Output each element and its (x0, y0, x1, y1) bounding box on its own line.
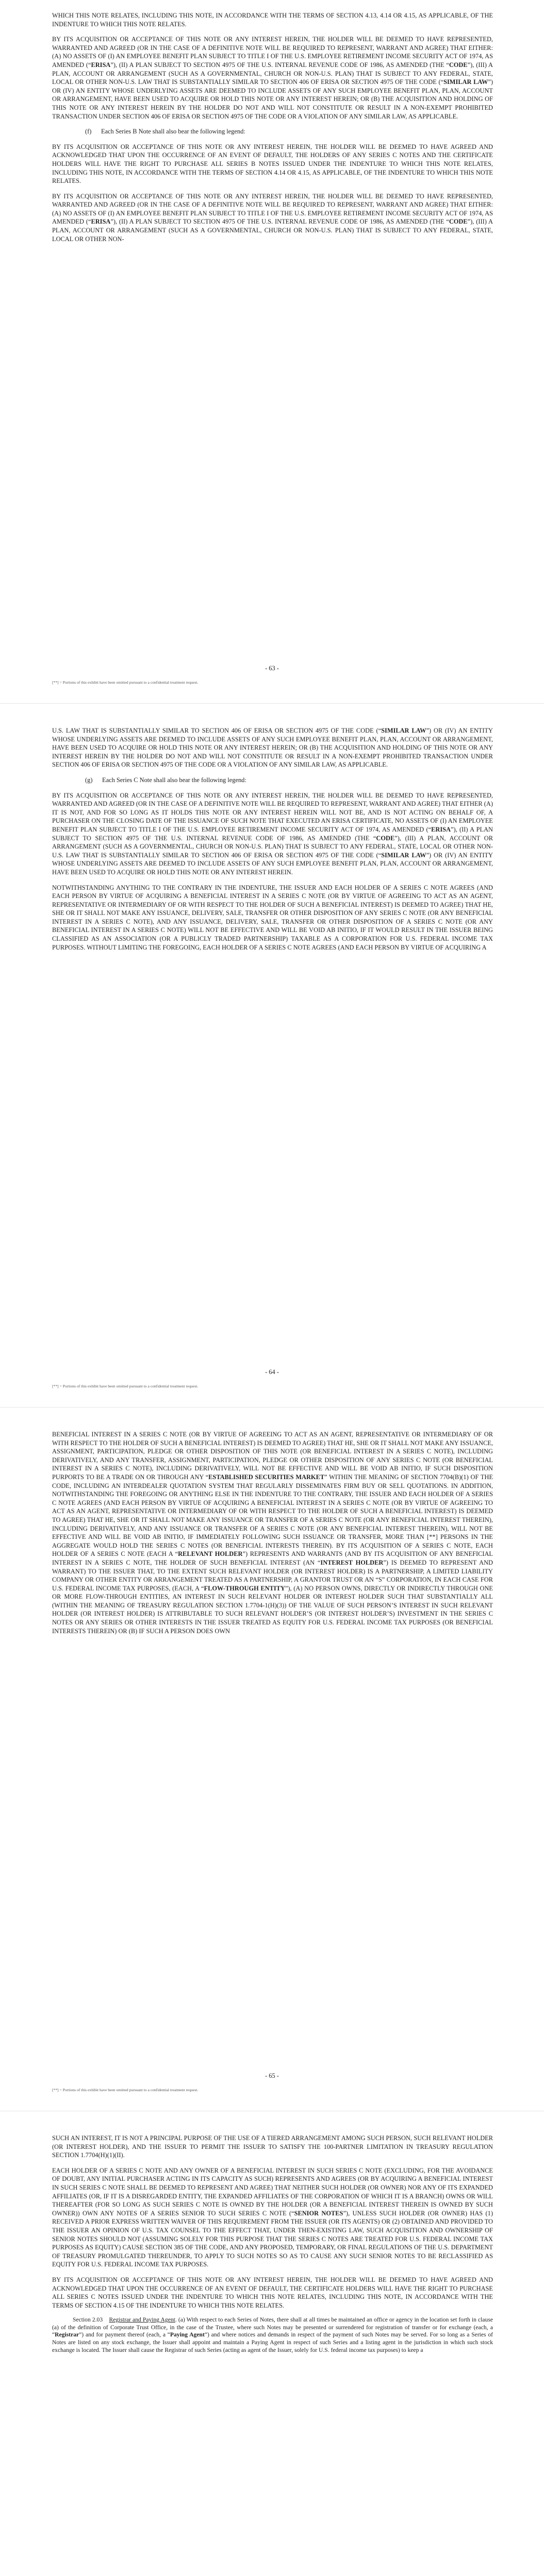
paragraph: SUCH AN INTEREST, IT IS NOT A PRINCIPAL PURPOSE OF THE USE OF A TIERED ARRANGEMENT AMONG SUCH PERSON, SUCH RELEVANT HOLDER (OR INTEREST HOLDER), AND THE ISSUER TO PERMIT THE ISSUER TO SATISFY THE 100-PARTNER LIMITATION IN TREASURY REGULATION SECTION 1.7704(H)(1)(II). (52, 2134, 493, 2159)
section-2-03: Section 2.03 Registrar and Paying Agent. (a) With respect to each Series of Notes, there shall at all times be maintained an office or agency in the location set forth in clause (a) of the definition of Corporate Trust Office, in the case of the Trustee, where such Notes may be presented or surrendered for registration of transfer or for exchange (each, a “Registrar”) and for payment thereof (each, a “Paying Agent”) and where notices and demands in respect of the payment of such Notes may be served. For so long as a Series of Notes are listed on any stock exchange, the Issuer shall appoint and maintain a Paying Agent in respect of such Series and a listing agent in the jurisdiction in which such stock exchange is located. The Issuer shall cause the Registrar of such Series (acting as agent of the Issuer, solely for U.S. federal income tax purposes) to keep a (52, 2316, 493, 2353)
footnote: [**] = Portions of this exhibit have been omitted pursuant to a confidential treatment request. (52, 1384, 199, 1388)
section-number: Section 2.03 (73, 2316, 103, 2324)
page-66-body (52, 2134, 493, 2361)
page-65 (0, 1408, 544, 2111)
section-title: Registrar and Paying Agent (109, 2316, 175, 2324)
paragraph: NOTWITHSTANDING ANYTHING TO THE CONTRARY IN THE INDENTURE, THE ISSUER AND EACH HOLDER OF A SERIES C NOTE AGREES (AND EACH PERSON BY VIRTUE OF ACQUIRING A BENEFICIAL INTEREST IN A SERIES C NOTE (OR BY VIRTUE OF AGREEING TO ACT AS AN AGENT, REPRESENTATIVE OR INTERMEDIARY OF OR WITH RESPECT TO THE HOLDER OF SUCH A BENEFICIAL INTEREST) IS DEEMED TO AGREE) THAT HE, SHE OR IT SHALL NOT MAKE ANY ISSUANCE, DELIVERY, SALE, TRANSFER OR OTHER DISPOSITION OF ANY SERIES C NOTE (OR ANY BENEFICIAL INTEREST IN A SERIES C NOTE), AND ANY ISSUANCE, DELIVERY, SALE, TRANSFER OR OTHER DISPOSITION OF A SERIES C NOTE (OR ANY BENEFICIAL INTEREST IN A SERIES C NOTE) WILL NOT BE EFFECTIVE AND WILL BE VOID AB INITIO, IF IT WOULD RESULT IN THE ISSUER BEING CLASSIFIED AS AN ASSOCIATION (OR A PUBLICLY TRADED PARTNERSHIP) TAXABLE AS A CORPORATION FOR U.S. FEDERAL INCOME TAX PURPOSES. WITHOUT LIMITING THE FOREGOING, EACH HOLDER OF A SERIES C NOTE AGREES (AND EACH PERSON BY VIRTUE OF ACQUIRING A (52, 884, 493, 951)
paragraph: BY ITS ACQUISITION OR ACCEPTANCE OF THIS NOTE OR ANY INTEREST HEREIN, THE HOLDER WILL BE DEEMED TO HAVE REPRESENTED, WARRANTED AND AGREED (OR IN THE CASE OF A DEFINITIVE NOTE WILL BE REQUIRED TO REPRESENT, WARRANT AND AGREE) THAT EITHER: (A) NO ASSETS OF (I) AN EMPLOYEE BENEFIT PLAN SUBJECT TO TITLE I OF THE U.S. EMPLOYEE RETIREMENT INCOME SECURITY ACT OF 1974, AS AMENDED (“ERISA”), (II) A PLAN SUBJECT TO SECTION 4975 OF THE U.S. INTERNAL REVENUE CODE OF 1986, AS AMENDED (THE “CODE”), (III) A PLAN, ACCOUNT OR ARRANGEMENT (SUCH AS A GOVERNMENTAL, CHURCH OR NON-U.S. PLAN) THAT IS SUBJECT TO ANY FEDERAL, STATE, LOCAL OR OTHER NON- (52, 192, 493, 243)
paragraph: EACH HOLDER OF A SERIES C NOTE AND ANY OWNER OF A BENEFICIAL INTEREST IN SUCH SERIES C NOTE (EXCLUDING, FOR THE AVOIDANCE OF DOUBT, ANY INITIAL PURCHASER ACTING IN ITS CAPACITY AS SUCH) REPRESENTS AND AGREES (OR BY ACQUIRING A BENEFICIAL INTEREST IN SUCH SERIES C NOTE SHALL BE DEEMED TO REPRESENT AND AGREE) THAT NEITHER SUCH HOLDER (OR OWNER) NOR ANY OF ITS EXPANDED AFFILIATES (OR, IF IT IS A DISREGARDED ENTITY, THE EXPANDED AFFILIATES OF THE CORPORATION OF WHICH IT IS A BRANCH) OWNS OR WILL THEREAFTER (FOR SO LONG AS SUCH SERIES C NOTE IS OWNED BY THE HOLDER (OR A BENEFICIAL INTEREST THEREIN IS OWNED BY SUCH OWNER)) OWN ANY NOTES OF A SERIES SENIOR TO SUCH SERIES C NOTE (“SENIOR NOTES”), UNLESS SUCH HOLDER (OR OWNER) HAS (1) RECEIVED A PRIOR EXPRESS WRITTEN WAIVER OF THIS REQUIREMENT FROM THE ISSUER (OR ITS AGENTS) OR (2) OBTAINED AND PROVIDED TO THE ISSUER AN OPINION OF U.S. TAX COUNSEL TO THE EFFECT THAT, UNDER THEN-EXISTING LAW, SUCH ACQUISITION AND OWNERSHIP OF SENIOR NOTES SHOULD NOT (ASSUMING SOLELY FOR THIS PURPOSE THAT THE SERIES C NOTES ARE TREATED FOR U.S. FEDERAL INCOME TAX PURPOSES AS EQUITY) CAUSE SECTION 385 OF THE CODE, AND ANY PROPOSED, TEMPORARY, OR FINAL REGULATIONS OF THE U.S. DEPARTMENT OF TREASURY PROMULGATED THEREUNDER, TO APPLY TO SUCH NOTES SO AS TO CAUSE ANY SUCH SENIOR NOTES TO BE RECLASSIFIED AS EQUITY FOR U.S. FEDERAL INCOME TAX PURPOSES. (52, 2166, 493, 2268)
legend-heading: (f) Each Series B Note shall also bear the following legend: (85, 128, 245, 135)
section-text: (a) With respect to each Series of Notes, there shall at all times be maintained an office or agency in the location set forth in clause (a) of the definition of Corporate Trust Office, in the case of the Trustee, where such Notes may be presented or surrendered for registration of transfer or for exchange (each, a “Registrar”) and for payment thereof (each, a “Paying Agent”) and where notices and demands in respect of the payment of such Notes may be served. For so long as a Series of Notes are listed on any stock exchange, the Issuer shall appoint and maintain a Paying Agent in respect of such Series and a listing agent in the jurisdiction in which such stock exchange is located. The Issuer shall cause the Registrar of such Series (acting as agent of the Issuer, solely for U.S. federal income tax purposes) to keep a (52, 2316, 493, 2353)
page-63-body (52, 11, 493, 250)
page-64 (0, 704, 544, 1407)
page-number: - 64 - (265, 1368, 279, 1376)
paragraph: BY ITS ACQUISITION OR ACCEPTANCE OF THIS NOTE OR ANY INTEREST HEREIN, THE HOLDER WILL BE DEEMED TO HAVE AGREED AND ACKNOWLEDGED THAT UPON THE OCCURRENCE OF AN EVENT OF DEFAULT, THE HOLDERS OF ANY SERIES C NOTES AND THE CERTIFICATE HOLDERS WILL HAVE THE RIGHT TO PURCHASE ALL SERIES B NOTES ISSUED UNDER THE INDENTURE TO WHICH THIS NOTE RELATES, INCLUDING THIS NOTE, IN ACCORDANCE WITH THE TERMS OF SECTION 4.14 OR 4.15, AS APPLICABLE, OF THE INDENTURE TO WHICH THIS NOTE RELATES. (52, 143, 493, 185)
paragraph: WHICH THIS NOTE RELATES, INCLUDING THIS NOTE, IN ACCORDANCE WITH THE TERMS OF SECTION 4.13, 4.14 OR 4.15, AS APPLICABLE, OF THE INDENTURE TO WHICH THIS NOTE RELATES. (52, 12, 493, 28)
page-64-body (52, 726, 493, 958)
footnote: [**] = Portions of this exhibit have been omitted pursuant to a confidential treatment request. (52, 2088, 199, 2092)
paragraph: BENEFICIAL INTEREST IN A SERIES C NOTE (OR BY VIRTUE OF AGREEING TO ACT AS AN AGENT, REPRESENTATIVE OR INTERMEDIARY OF OR WITH RESPECT TO THE HOLDER OF SUCH A BENEFICIAL INTEREST) IS DEEMED TO AGREE) THAT HE, SHE OR IT SHALL NOT MAKE ANY ISSUANCE, ASSIGNMENT, PARTICIPATION, PLEDGE OR OTHER DISPOSITION OF THIS NOTE (OR BENEFICIAL INTEREST IN A SERIES C NOTE), INCLUDING DERIVATIVELY, AND ANY TRANSFER, ASSIGNMENT, PARTICIPATION, PLEDGE OR OTHER DISPOSITION OF ANY SERIES C NOTE (OR BENEFICIAL INTEREST IN A SERIES C NOTE), INCLUDING DERIVATIVELY, WILL NOT BE EFFECTIVE AND WILL BE VOID AB INITIO, IF SUCH DISPOSITION PURPORTS TO BE A TRADE ON OR THROUGH ANY “ESTABLISHED SECURITIES MARKET” WITHIN THE MEANING OF SECTION 7704(B)(1) OF THE CODE, INCLUDING AN INTERDEALER QUOTATION SYSTEM THAT REGULARLY DISSEMINATES FIRM BUY OR SELL QUOTATIONS. IN ADDITION, NOTWITHSTANDING THE FOREGOING OR ANYTHING ELSE IN THE INDENTURE TO THE CONTRARY, THE ISSUER AND EACH HOLDER OF A SERIES C NOTE AGREES (AND EACH PERSON BY VIRTUE OF ACQUIRING A BENEFICIAL INTEREST IN A SERIES C NOTE (OR BY VIRTUE OF AGREEING TO ACT AS AN AGENT, REPRESENTATIVE OR INTERMEDIARY OF OR WITH RESPECT TO THE HOLDER OF SUCH A BENEFICIAL INTEREST) IS DEEMED TO AGREE) THAT HE, SHE OR IT SHALL NOT MAKE ANY ISSUANCE OR TRANSFER OF A SERIES C NOTE (OR ANY BENEFICIAL INTEREST THEREIN), INCLUDING DERIVATIVELY, AND ANY ISSUANCE OR TRANSFER OF A SERIES C NOTE (OR ANY BENEFICIAL INTEREST THEREIN), WILL NOT BE EFFECTIVE AND WILL BE VOID AB INITIO, IF IMMEDIATELY FOLLOWING SUCH ISSUANCE OR TRANSFER, MORE THAN [**] PERSONS IN THE AGGREGATE WOULD HOLD THE SERIES C NOTES (OR BENEFICIAL INTERESTS THEREIN). BY ITS ACQUISITION OF A SERIES C NOTE, EACH HOLDER OF A SERIES C NOTE (EACH A “RELEVANT HOLDER”) REPRESENTS AND WARRANTS (AND BY ITS ACQUISITION OF ANY BENEFICIAL INTEREST IN A SERIES C NOTE, THE HOLDER OF SUCH BENEFICIAL INTEREST (AN “INTEREST HOLDER”) IS DEEMED TO REPRESENT AND WARRANT) TO THE ISSUER THAT, TO THE EXTENT SUCH RELEVANT HOLDER (OR INTEREST HOLDER) IS A PARTNERSHIP, A LIMITED LIABILITY COMPANY OR OTHER ENTITY OR ARRANGEMENT TREATED AS A PARTNERSHIP, A GRANTOR TRUST OR AN “S” CORPORATION, IN EACH CASE FOR U.S. FEDERAL INCOME TAX PURPOSES, (EACH, A “FLOW-THROUGH ENTITY”), (A) NO PERSON OWNS, DIRECTLY OR INDIRECTLY THROUGH ONE OR MORE FLOW-THROUGH ENTITIES, AN INTEREST IN SUCH RELEVANT HOLDER OR INTEREST HOLDER SUCH THAT SUBSTANTIALLY ALL (WITHIN THE MEANING OF TREASURY REGULATION SECTION 1.7704-1(H)(3)) OF THE VALUE OF SUCH PERSON’S INTEREST IN SUCH RELEVANT HOLDER (OR INTEREST HOLDER) IS ATTRIBUTABLE TO SUCH RELEVANT HOLDER’S (OR INTEREST HOLDER’S) INVESTMENT IN THE SERIES C NOTES OR ANY SERIES OR OTHER INTERESTS IN THE ISSUER TREATED AS EQUITY FOR U.S. FEDERAL INCOME TAX PURPOSES (OR BENEFICIAL INTERESTS THEREIN) OR (B) IF SUCH A PERSON DOES OWN (52, 1431, 493, 1635)
footnote: [**] = Portions of this exhibit have been omitted pursuant to a confidential treatment request. (52, 680, 199, 685)
page-number: - 63 - (265, 665, 279, 672)
paragraph: BY ITS ACQUISITION OR ACCEPTANCE OF THIS NOTE OR ANY INTEREST HEREIN, THE HOLDER WILL BE DEEMED TO HAVE AGREED AND ACKNOWLEDGED THAT UPON THE OCCURRENCE OF AN EVENT OF DEFAULT, THE CERTIFICATE HOLDERS WILL HAVE THE RIGHT TO PURCHASE ALL SERIES C NOTES ISSUED UNDER THE INDENTURE TO WHICH THIS NOTE RELATES, INCLUDING THIS NOTE, IN ACCORDANCE WITH THE TERMS OF SECTION 4.15 OF THE INDENTURE TO WHICH THIS NOTE RELATES. (52, 2276, 493, 2309)
page-66 (0, 2111, 544, 2576)
paragraph: U.S. LAW THAT IS SUBSTANTIALLY SIMILAR TO SECTION 406 OF ERISA OR SECTION 4975 OF THE CODE (“SIMILAR LAW”) OR (IV) AN ENTITY WHOSE UNDERLYING ASSETS ARE DEEMED TO INCLUDE ASSETS OF ANY SUCH EMPLOYEE BENEFIT PLAN, PLAN, ACCOUNT OR ARRANGEMENT, HAVE BEEN USED TO ACQUIRE OR HOLD THIS NOTE OR ANY INTEREST HEREIN; OR (B) THE ACQUISITION AND HOLDING OF THIS NOTE OR ANY INTEREST HEREIN BY THE HOLDER DO NOT AND WILL NOT CONSTITUTE OR RESULT IN A NON-EXEMPT PROHIBITED TRANSACTION UNDER SECTION 406 OF ERISA OR SECTION 4975 OF THE CODE OR A VIOLATION OF ANY SIMILAR LAW, AS APPLICABLE. (52, 727, 493, 769)
page-63 (0, 0, 544, 703)
paragraph: BY ITS ACQUISITION OR ACCEPTANCE OF THIS NOTE OR ANY INTEREST HEREIN, THE HOLDER WILL BE DEEMED TO HAVE REPRESENTED, WARRANTED AND AGREED (OR IN THE CASE OF A DEFINITIVE NOTE WILL BE REQUIRED TO REPRESENT, WARRANT AND AGREE) THAT EITHER (A) IT IS NOT, AND FOR SO LONG AS IT HOLDS THIS NOTE OR ANY INTEREST HEREIN WILL NOT BE, AND IS NOT ACTING ON BEHALF OF, A PURCHASER ON THE CLOSING DATE OF THE ISSUANCE OF SUCH NOTE THAT EXECUTED AN ERISA CERTIFICATE, NO ASSETS OF (I) AN EMPLOYEE BENEFIT PLAN SUBJECT TO TITLE I OF THE U.S. EMPLOYEE RETIREMENT INCOME SECURITY ACT OF 1974, AS AMENDED (“ERISA”), (II) A PLAN SUBJECT TO SECTION 4975 OF THE U.S. INTERNAL REVENUE CODE OF 1986, AS AMENDED (THE “CODE”), (III) A PLAN, ACCOUNT OR ARRANGEMENT (SUCH AS A GOVERNMENTAL, CHURCH OR NON-U.S. PLAN) THAT IS SUBJECT TO ANY FEDERAL, STATE, LOCAL OR OTHER NON-U.S. LAW THAT IS SUBSTANTIALLY SIMILAR TO SECTION 406 OF ERISA OR SECTION 4975 OF THE CODE (“SIMILAR LAW”) OR (IV) AN ENTITY WHOSE UNDERLYING ASSETS ARE DEEMED TO INCLUDE ASSETS OF ANY SUCH EMPLOYEE BENEFIT PLAN, PLAN, ACCOUNT OR ARRANGEMENT, HAVE BEEN USED TO ACQUIRE OR HOLD THIS NOTE OR ANY INTEREST HEREIN. (52, 791, 493, 876)
legend-heading: (g) Each Series C Note shall also bear the following legend: (85, 776, 246, 784)
page-65-body (52, 1430, 493, 1642)
paragraph: BY ITS ACQUISITION OR ACCEPTANCE OF THIS NOTE OR ANY INTEREST HEREIN, THE HOLDER WILL BE DEEMED TO HAVE REPRESENTED, WARRANTED AND AGREED (OR IN THE CASE OF A DEFINITIVE NOTE WILL BE REQUIRED TO REPRESENT, WARRANT AND AGREE) THAT EITHER: (A) NO ASSETS OF (I) AN EMPLOYEE BENEFIT PLAN SUBJECT TO TITLE I OF THE U.S. EMPLOYEE RETIREMENT INCOME SECURITY ACT OF 1974, AS AMENDED (“ERISA”), (II) A PLAN SUBJECT TO SECTION 4975 OF THE U.S. INTERNAL REVENUE CODE OF 1986, AS AMENDED (THE “CODE”), (III) A PLAN, ACCOUNT OR ARRANGEMENT (SUCH AS A GOVERNMENTAL, CHURCH OR NON-U.S. PLAN) THAT IS SUBJECT TO ANY FEDERAL, STATE, LOCAL OR OTHER NON-U.S. LAW THAT IS SUBSTANTIALLY SIMILAR TO SECTION 406 OF ERISA OR SECTION 4975 OF THE CODE (“SIMILAR LAW”) OR (IV) AN ENTITY WHOSE UNDERLYING ASSETS ARE DEEMED TO INCLUDE ASSETS OF ANY SUCH EMPLOYEE BENEFIT PLAN, PLAN, ACCOUNT OR ARRANGEMENT, HAVE BEEN USED TO ACQUIRE OR HOLD THIS NOTE OR ANY INTEREST HEREIN; OR (B) THE ACQUISITION AND HOLDING OF THIS NOTE OR ANY INTEREST HEREIN BY THE HOLDER DO NOT AND WILL NOT CONSTITUTE OR RESULT IN A NON-EXEMPT PROHIBITED TRANSACTION UNDER SECTION 406 OF ERISA OR SECTION 4975 OF THE CODE OR A VIOLATION OF ANY SIMILAR LAW, AS APPLICABLE. (52, 36, 493, 120)
page-number: - 65 - (265, 2072, 279, 2079)
